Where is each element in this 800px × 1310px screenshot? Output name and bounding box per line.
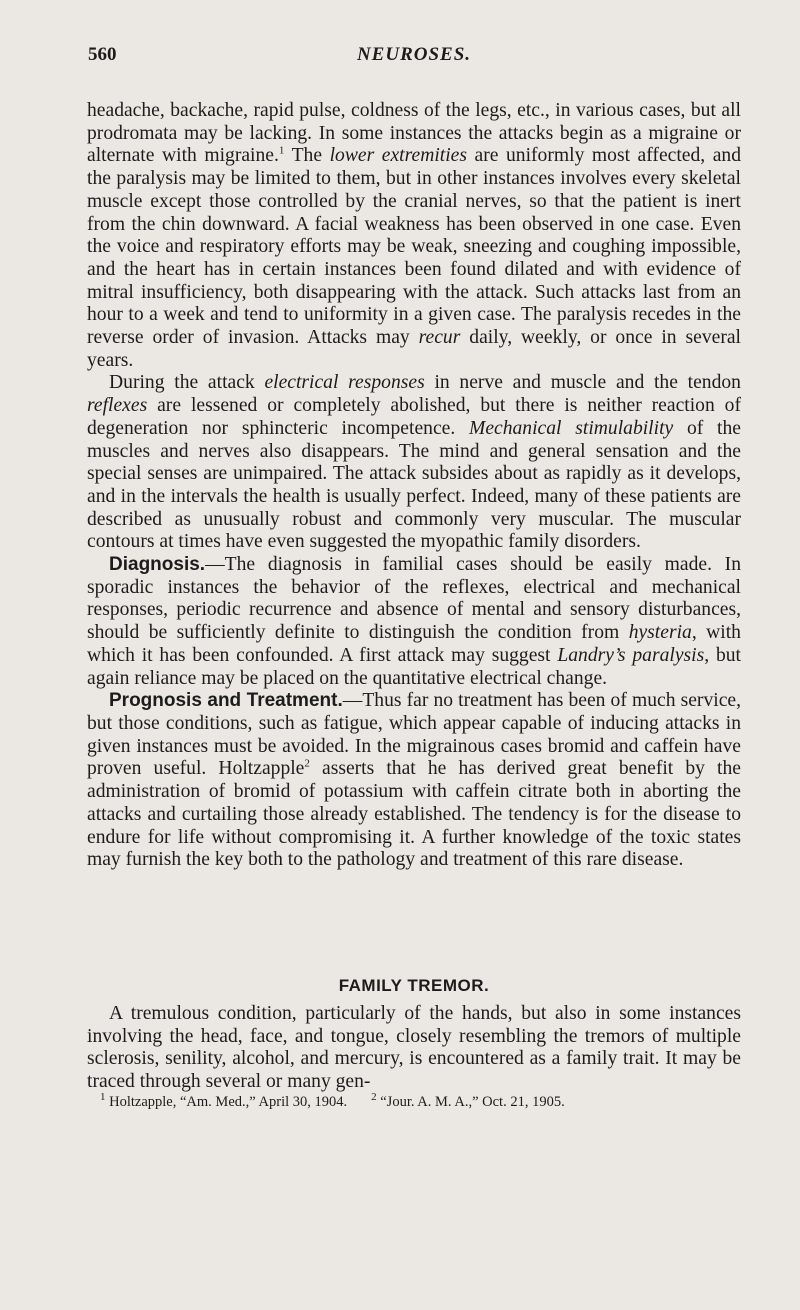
running-head [88,44,740,70]
emphasis: Mechanical stimulability [469,417,674,439]
text-run: of the muscles and nerves also disappears. The mind and general sensation and the special senses are unimpaired. The attack subsides about as rapidly as it develops, and in the intervals the health is usually perfect. Indeed, many of these patients are described as unusually robust and commonly very muscular. The muscular contours at times have even suggested the myopathic family disorders. [87,417,741,553]
paragraph-family-tremor: A tremulous condition, particularly of the hands, but also in some instances involving the head, face, and tongue, closely resembling the tremors of multiple sclerosis, senility, alcohol, and mercury, is encountered as a family trait. It may be traced through several or many gen- [87,1003,741,1093]
text-run: in nerve and muscle and the tendon [424,372,741,394]
emphasis: hysteria [628,622,692,644]
footnote-text: Holtzapple, “Am. Med.,” April 30, 1904. [109,1094,348,1110]
paragraph-attack [87,372,741,554]
text-run: , but again reliance may be placed on the quantitative electrical change. [87,644,741,689]
text-run: The [284,145,330,167]
page-number: 560 [88,44,117,65]
main-text [87,100,741,872]
footnote-number: 1 [100,1091,106,1104]
text-run: are lessened or completely abolished, but there is neither reaction of degeneration nor sphincteric incompetence. [87,395,741,439]
footnote-ref-2: 2 [304,757,310,770]
paragraph-symptoms [87,100,741,372]
text-run: are uniformly most affected, and the paralysis may be limited to them, but in other instances involves every skeletal muscle except those controlled by the cranial nerves, so that the patient is inert from the chin downward. A facial weakness has been observed in one case. Even the voice and respiratory efforts may be weak, sneezing and coughing impossible, and the heart has in certain instances been found dilated and with evidence of mitral insufficiency, both disappearing with the attack. Such attacks last from an hour to a week and tend to uniformity in a given case. The paralysis recedes in the reverse order of invasion. Attacks may [87,145,741,349]
emphasis: recur [418,327,461,349]
footnote-text: “Jour. A. M. A.,” Oct. 21, 1905. [380,1094,565,1110]
footnote-1 [100,1093,347,1111]
emphasis: lower extremities [329,145,467,167]
text-run: asserts that he has derived great benefit by the administration of bromid of potassium with caffein citrate both in aborting the attacks and curtailing those already established. The tendency is for the disease to endure for life without compromising it. A further knowledge of the toxic states may furnish the key both to the pathology and treatment of this rare disease. [87,758,741,871]
emphasis: Landry’s paralysis [557,644,705,666]
text-run: During the attack [109,372,265,394]
footnote-2 [371,1093,565,1111]
text-run: —Thus far no treatment has been of much service, but those conditions, such as fatigue, which appear capable of inducing attacks in given instances must be avoided. In the migrainous cases bromid and caffein have proven useful. Holtzapple [87,690,741,780]
footnote-number: 2 [371,1091,377,1104]
text-run: headache, backache, rapid pulse, coldness of the legs, etc., in various cases, but all prodromata may be lacking. In some instances the attacks begin as a migraine or alternate with migraine. [87,100,741,167]
paragraph-prognosis [87,690,741,872]
prognosis-heading: Prognosis and Treatment. [109,690,343,712]
text-run: daily, weekly, or once in several years. [87,327,742,371]
diagnosis-heading: Diagnosis. [109,554,206,576]
text-run: , with which it has been confounded. A first attack may suggest [87,622,741,666]
running-title: NEUROSES. [356,44,472,65]
text-run: —The diagnosis in familial cases should be easily made. In sporadic instances the behavior of the reflexes, electrical and mechanical responses, periodic recurrence and absence of mental and sensory disturbances, should be sufficiently definite to distinguish the condition from [87,554,741,644]
emphasis: electrical responses [264,372,425,394]
section-heading: FAMILY TREMOR. [338,976,490,995]
footnote-ref-1: 1 [278,144,285,157]
paragraph-diagnosis [87,554,741,690]
section-text [87,1003,741,1094]
emphasis: reflexes [87,395,148,417]
footnotes [100,1093,750,1111]
